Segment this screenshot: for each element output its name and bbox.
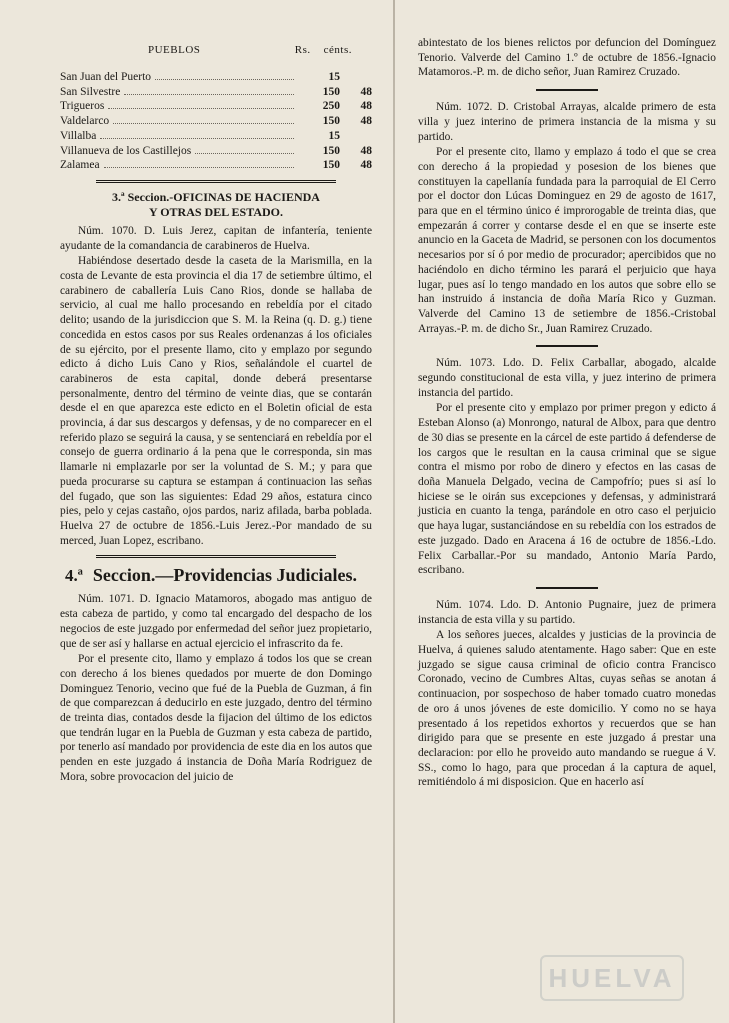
table-row [60,85,372,100]
pueblo-rs: 150 [322,159,340,172]
leader-dots [155,79,294,80]
notice-1071-intro: Núm. 1071. D. Ignacio Matamoros, abogado mas antiguo de esta cabeza de partido, y como tal encargado del despacho de los negocios de este juzgado por enfermedad del señor juez propietario, que de ser así y hallarse en actual ejercicio el infrascrito da fe. [60,593,372,650]
pueblo-name: Zalamea [60,159,100,172]
leader-dots [124,94,294,95]
notice-separator [536,89,598,91]
pueblo-cents: 48 [360,159,372,172]
notice-1073-body: Por el presente cito y emplazo por primer pregon y edicto á Esteban Alonso (a) Monrongo, natural de Albox, para que dentro de 30 dias se presente en la cárcel de este partido á defenderse de los cargos que le resultan en la causa criminal que se sigue contra el mismo por robo de dinero y efectos en las casas de doña Manuela Delgado, vecina de Campofrío; pues si así lo hiciese se le oirán sus excepciones y defensas, y administrará justicia en cuanto la tenga, parándole en otro caso el perjuicio que haya lugar, sustanciándose en su rebeldía con los estrados de este juzgado. Dado en Aracena á 16 de octubre de 1856.-Ldo. Felix Carballar.-Por su mandado, Antonio María Pardo, escribano. [418,402,716,577]
leader-dots [195,153,294,154]
notice-1070-intro: Núm. 1070. D. Luis Jerez, capitan de infantería, teniente ayudante de la comandancia de carabineros de Huelva. [60,224,372,252]
table-row [60,114,372,129]
notice-1074-intro: Núm. 1074. Ldo. D. Antonio Pugnaire, juez de primera instancia de esta villa y su partido. [418,598,716,626]
pueblos-table-header [60,36,372,70]
pueblo-name: Villalba [60,129,97,142]
pueblo-cents: 48 [360,85,372,98]
section-3-heading [60,190,372,220]
notice-1071-continuation: abintestato de los bienes relictos por defuncion del Domínguez Tenorio. Valverde del Camino 1.º de octubre de 1856.-Ignacio Matamoros.-P. m. de dicho señor, Juan Ramirez Cruzado. [418,37,716,79]
right-column [418,36,716,791]
table-row [60,70,372,85]
notice-separator [536,345,598,347]
pueblo-rs: 250 [322,100,340,113]
pueblos-header-name: PUEBLOS [148,44,201,56]
leader-dots [104,167,294,168]
section-3-line1: 3.ª Seccion.-OFICINAS DE HACIENDA [112,189,320,204]
left-column [60,36,372,786]
pueblo-rs: 150 [322,85,340,98]
notice-1074-body: A los señores jueces, alcaldes y justicias de la provincia de Huelva, á quienes saludo atentamente. Hago saber: Que en este juzgado se sigue causa criminal de oficio contra Francisco Coronado, vecino de Cumbres Altas, cuyas señas se anotan á continuacion, por sospechoso de haber tomado cuatro monedas de oro á unos jóvenes de este domicilio. Y como no se haya presentado á los repetidos exhortos y recuerdos que se han dirigido para que se presente en este juzgado á prestar una declaracion: por ello he proveido auto mandando se ruegue á V. SS., como lo hago, para que procedan á la captura de aquel, remitiéndolo á mi disposicion. Que en hacerlo así [418,629,716,789]
pueblo-name: Villanueva de los Castillejos [60,144,192,157]
table-row [60,144,372,159]
pueblo-cents: 48 [360,100,372,113]
pueblo-cents: 48 [360,115,372,128]
leader-dots [100,138,294,139]
pueblos-table [60,70,372,173]
section-4-number: 4.ª [64,566,83,586]
pueblos-header-cents: cénts. [323,44,352,56]
table-row [60,99,372,114]
pueblo-rs: 15 [328,129,340,142]
notice-1072-intro: Núm. 1072. D. Cristobal Arrayas, alcalde primero de esta villa y juez interino de primera instancia de la misma y su partido. [418,101,716,143]
table-row [60,129,372,144]
leader-dots [113,123,294,124]
column-divider [393,0,395,1023]
pueblos-header-rs: Rs. [294,44,311,56]
notice-1073-intro: Núm. 1073. Ldo. D. Felix Carballar, abogado, alcalde segundo constitucional de esta villa, y juez interino de primera instancia del partido. [418,357,716,399]
pueblo-rs: 150 [322,144,340,157]
pueblo-name: Trigueros [60,100,105,113]
pueblo-name: Valdelarco [60,115,110,128]
leader-dots [108,108,294,109]
archive-watermark: HUELVA [540,955,684,1001]
pueblo-rs: 15 [328,71,340,83]
pueblo-name: San Silvestre [60,85,121,98]
notice-1072-body: Por el presente cito, llamo y emplazo á todo el que se crea con derecho á la propiedad y posesion de los bienes que constituyen la capellanía fundada para la parroquial de El Cerro por el doctor don Lúcas Dominguez en 29 de agosto de 1617, para que en el término único é improrogable de treinta dias, que empezarán á correr y contarse desde el en que se inserte este anuncio en la Gaceta de Madrid, se personen con los documentos necesarios por sí ó por medio de procurador; apercibidos que no haciéndolo en dicho término les parará el perjuicio que haya lugar, pues así lo tengo mandado en los autos que sobre ello se han instruido á instancia de doña María Rico y Guzman. Valverde del Camino 13 de setiembre de 1856.-Cristobal Arrayas.-P. m. de dicho Sr., Juan Ramirez Cruzado. [418,146,716,335]
notice-1070-body: Habiéndose desertado desde la caseta de la Marismilla, en la costa de Levante de esta provincia el dia 17 de setiembre último, el carabinero de caballería Luis Cano Rios, donde se hallaba de servicio, al cual me hallo procesando en rebeldía por el citado delito; usando de la jurisdiccion que S. M. la Reina (q. D. g.) tiene concedida en estos casos por sus Reales ordenanzas á los oficiales de su ejército, por el presente llamo, cito y emplazo por segundo edicto á dicho Luis Cano y Rios, señalándole el cuartel de carabineros de esta capital, donde deberá presentarse personalmente, dentro del término de veinte dias, que se contarán desde el en que aparezca este edicto en el Boletin oficial de esta provincia, á dar sus descargos y defensas, y de no comparecer en el referido plazo se seguirá la causa, y se sentenciará en rebeldía por el consejo de guerra ordinario á la pena que le corresponda, sin mas llamarle ni emplazarle por ser la voluntad de S. M.; y para que pueda procurarse su captura se estampan á continuacion las señas del fugado, que son las siguientes: Edad 29 años, estatura cinco pies, pelo y cejas castaño, ojos pardos, nariz afilada, barba poblada. Huelva 27 de octubre de 1856.-Luis Jerez.-Por mandado de su merced, Juan Lopez, escribano. [60,255,372,547]
section-4-title: Seccion.—Providencias Judiciales. [92,565,358,586]
section-3-line2: Y OTRAS DEL ESTADO. [148,204,284,219]
section-rule [96,555,336,558]
notice-1071-body: Por el presente cito, llamo y emplazo á todos los que se crean con derecho á los bienes quedados por muerte de don Domingo Dominguez Tenorio, vecino que fué de la Puebla de Guzman, á fin de que comparezcan á deducirlo en este juzgado, dentro del término de treinta dias, contados desde la fijacion del último de los edictos que tendrán lugar en la Puebla de Guzman y esta cabeza de partido, por tenerlo así mandado por providencia de este dia en los autos que penden en este juzgado á instancia de Doña María Rodriguez de Mora, sobre provocacion del juicio de [60,653,372,783]
pueblo-rs: 150 [322,115,340,128]
pueblo-cents: 48 [360,144,372,157]
section-4-heading [50,565,372,586]
pueblo-name: San Juan del Puerto [60,71,152,83]
notice-separator [536,587,598,589]
section-rule [96,180,336,183]
table-row [60,158,372,173]
